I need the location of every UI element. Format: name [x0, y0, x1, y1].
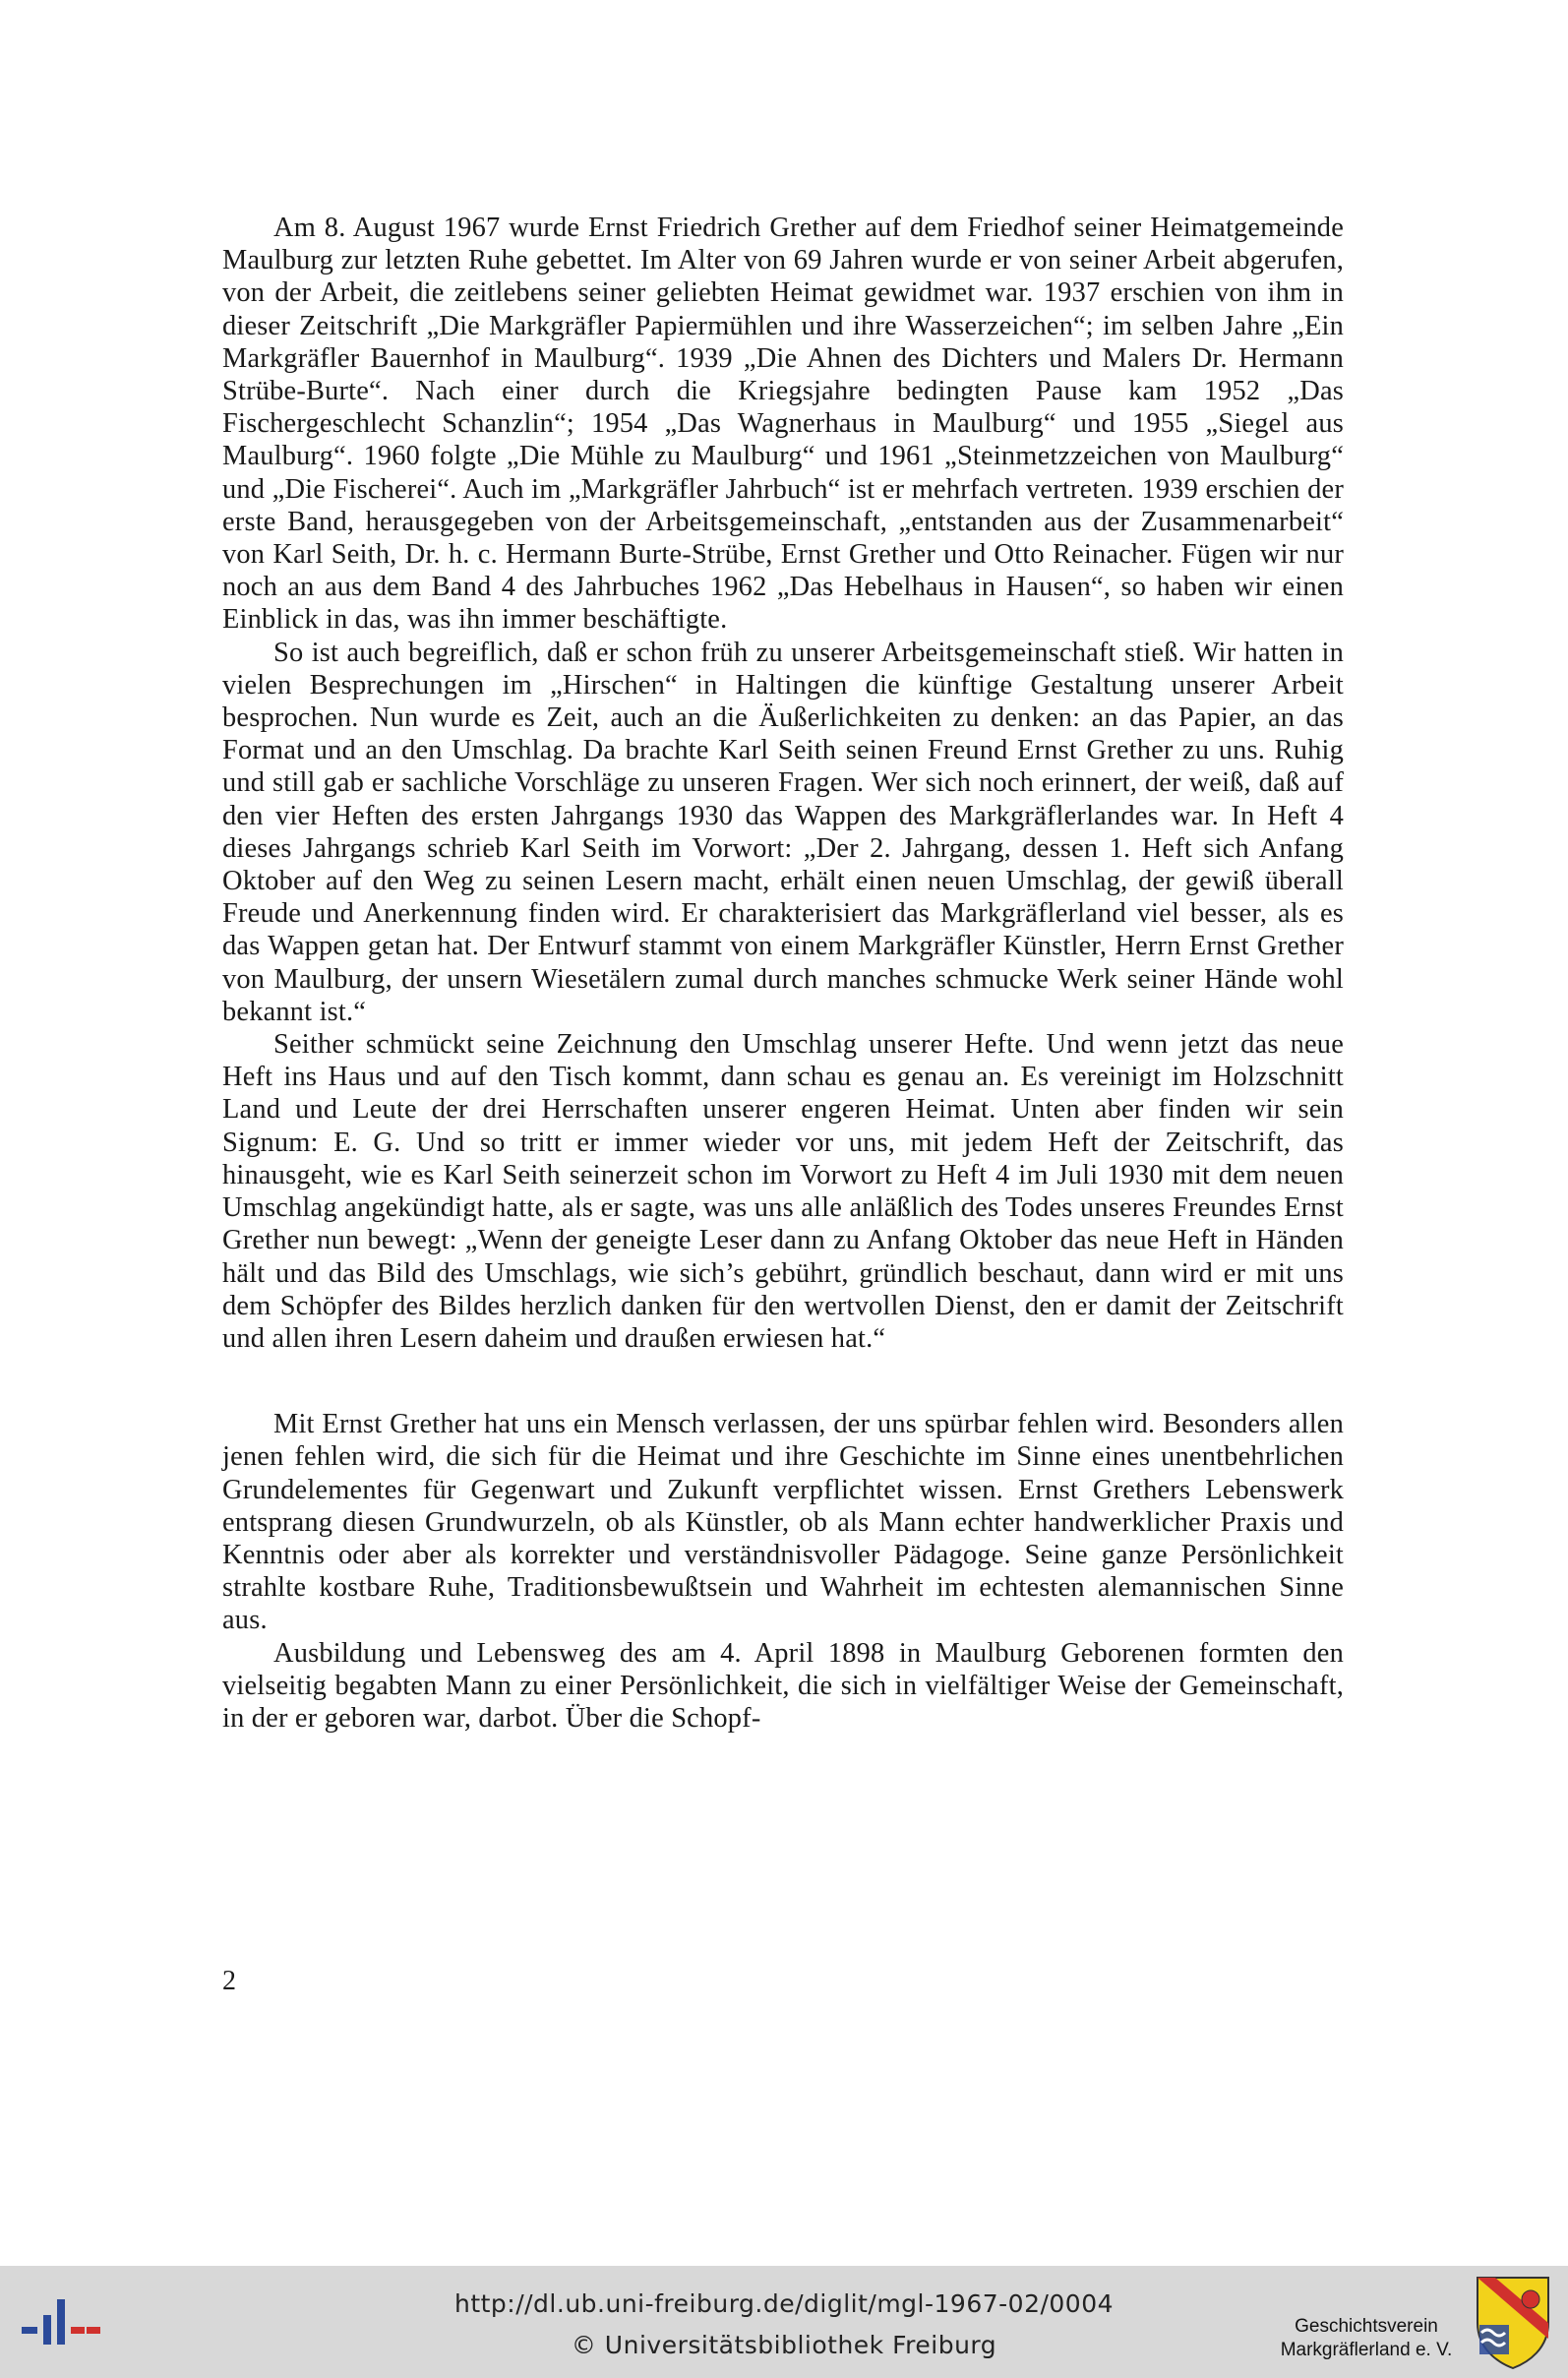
- section-break: [222, 1355, 1344, 1408]
- paragraph: Seither schmückt seine Zeichnung den Umschlag unserer Hefte. Und wenn jetzt das neue Heft ins Haus und auf den Tisch kommt, dann schau es genau an. Es vereinigt im Holzschnitt Land und Leute der drei Herrschaften unserer engeren Heimat. Unten aber finden wir sein Signum: E. G. Und so tritt er immer wieder vor uns, mit jedem Heft der Zeitschrift, das hinausgeht, wie es Karl Seith seinerzeit schon im Vorwort zu Heft 4 im Juli 1930 mit dem neuen Umschlag angekündigt hatte, als er sagte, was uns alle anläßlich des Todes unseres Freundes Ernst Grether nun bewegt: „Wenn der geneigte Leser dann zu Anfang Oktober das neue Heft in Händen hält und das Bild des Umschlags, wie sich’s gebührt, gründlich beschaut, dann wird er mit uns dem Schöpfer des Bildes herzlich danken für den wertvollen Dienst, den er damit der Zeitschrift und allen ihren Lesern daheim und draußen erwiesen hat.“: [222, 1029, 1344, 1354]
- paragraph: Am 8. August 1967 wurde Ernst Friedrich Grether auf dem Friedhof seiner Heimatgemeinde Maulburg zur letzten Ruhe gebettet. Im Alter von 69 Jahren wurde er von seiner Arbeit abgerufen, von der Arbeit, die zeitlebens seiner geliebten Heimat gewidmet war. 1937 erschien von ihm in dieser Zeitschrift „Die Markgräfler Papiermühlen und ihre Wasserzeichen“; im selben Jahre „Ein Markgräfler Bauernhof in Maulburg“. 1939 „Die Ahnen des Dichters und Malers Dr. Hermann Strübe-Burte“. Nach einer durch die Kriegsjahre bedingten Pause kam 1952 „Das Fischergeschlecht Schanzlin“; 1954 „Das Wagnerhaus in Maulburg“ und 1955 „Siegel aus Maulburg“. 1960 folgte „Die Mühle zu Maulburg“ und 1961 „Steinmetzzeichen von Maulburg“ und „Die Fischerei“. Auch im „Markgräfler Jahrbuch“ ist er mehrfach vertreten. 1939 erschien der erste Band, herausgegeben von der Arbeitsgemeinschaft, „entstanden aus der Zusammenarbeit“ von Karl Seith, Dr. h. c. Hermann Burte-Strübe, Ernst Grether und Otto Reinacher. Fügen wir nur noch an aus dem Band 4 des Jahrbuches 1962 „Das Hebelhaus in Hausen“, so haben wir einen Einblick in das, was ihn immer beschäftigte.: [222, 213, 1344, 636]
- footer-url-link[interactable]: http://dl.ub.uni-freiburg.de/diglit/mgl-1967-02/0004: [453, 2289, 1115, 2318]
- society-line-2: Markgräflerland e. V.: [1280, 2340, 1453, 2360]
- paragraph: Ausbildung und Lebensweg des am 4. April 1898 in Maulburg Geborenen formten den vielseitig begabten Mann zu einer Persönlichkeit, die sich in vielfältiger Weise der Gemeinschaft, in der er geboren war, darbot. Über die Schopf-: [222, 1637, 1344, 1734]
- society-line-1: Geschichtsverein: [1295, 2316, 1438, 2337]
- paragraph: Mit Ernst Grether hat uns ein Mensch verlassen, der uns spürbar fehlen wird. Besonders allen jenen fehlen wird, die sich für die Heimat und ihre Geschichte im Sinne eines unentbehrlichen Grundelementes für Gegenwart und Zukunft verpflichtet wissen. Ernst Grethers Lebenswerk entsprang diesen Grundwurzeln, ob als Künstler, ob als Mann echter handwerklicher Praxis und Kenntnis oder aber als korrekter und verständnisvoller Pädagoge. Seine ganze Persönlichkeit strahlte kostbare Ruhe, Traditionsbewußtsein und Wahrheit im echtesten alemannischen Sinne aus.: [222, 1409, 1344, 1636]
- coat-of-arms-icon[interactable]: [1476, 2276, 1550, 2370]
- article-body: [222, 212, 1344, 1735]
- footer-copyright: © Universitätsbibliothek Freiburg: [571, 2331, 997, 2359]
- society-name: [1265, 2315, 1468, 2362]
- footer-bar: [0, 2266, 1568, 2378]
- page-number: 2: [222, 1966, 236, 1996]
- paragraph: So ist auch begreiflich, daß er schon früh zu unserer Arbeitsgemeinschaft stieß. Wir hatten in vielen Besprechungen im „Hirschen“ in Haltingen die künftige Gestaltung unserer Arbeit besprochen. Nun wurde es Zeit, auch an die Äußerlichkeiten zu denken: an das Papier, an das Format und an den Umschlag. Da brachte Karl Seith seinen Freund Ernst Grether zu uns. Ruhig und still gab er sachliche Vorschläge zu unseren Fragen. Wer sich noch erinnert, der weiß, daß auf den vier Heften des ersten Jahrgangs 1930 das Wappen des Markgräflerlandes war. In Heft 4 dieses Jahrgangs schrieb Karl Seith im Vorwort: „Der 2. Jahrgang, dessen 1. Heft sich Anfang Oktober auf den Weg zu seinen Lesern macht, erhält einen neuen Umschlag, der gewiß überall Freude und Anerkennung finden wird. Er charakterisiert das Markgräflerland viel besser, als es das Wappen getan hat. Der Entwurf stammt von einem Markgräfler Künstler, Herrn Ernst Grether von Maulburg, der unsern Wiesetälern zumal durch manches schmucke Werk seiner Hände wohl bekannt ist.“: [222, 637, 1344, 1027]
